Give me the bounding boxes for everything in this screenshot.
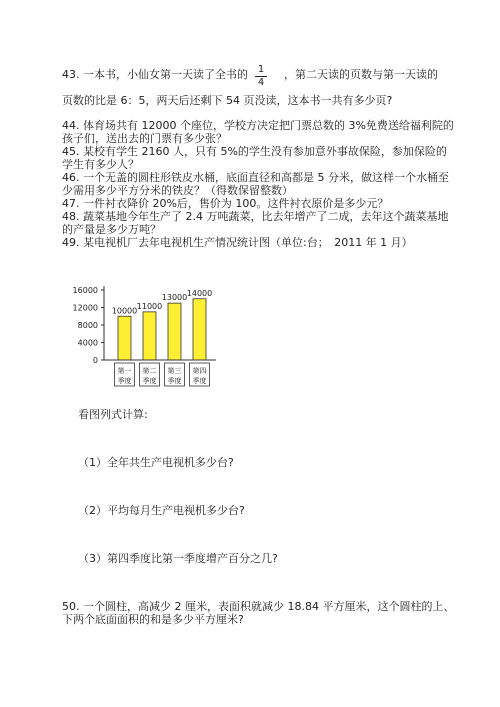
problem-45-line-2: 学生有多少人？ xyxy=(62,158,139,171)
bar-value-label: 13000 xyxy=(161,293,188,303)
y-axis xyxy=(73,286,104,365)
category-label: 第一 xyxy=(117,367,132,375)
problem-43-text-a: 43. 一本书，小仙女第一天读了全书的 xyxy=(62,68,248,81)
category-label: 第二 xyxy=(142,367,157,375)
y-tick-label: 4000 xyxy=(77,338,98,348)
category-label: 季度 xyxy=(142,377,157,385)
bar-value-label: 11000 xyxy=(136,301,163,311)
y-tick-label: 0 xyxy=(92,356,98,365)
category-label: 季度 xyxy=(117,377,132,385)
tv-production-bar-chart xyxy=(60,272,230,390)
problem-49-line: 49. 某电视机厂去年电视机生产情况统计图（单位:台； 2011 年 1 月） xyxy=(62,236,413,249)
category-label: 季度 xyxy=(192,377,207,385)
bar-value-label: 14000 xyxy=(186,288,213,298)
category-label: 第四 xyxy=(192,367,207,375)
problem-50-line-1: 50. 一个圆柱，高减少 2 厘米，表面积就减少 18.84 平方厘米，这个圆柱的上、 xyxy=(62,600,455,613)
problem-44-line-1: 44. 体育场共有 12000 个座位，学校方决定把门票总数的 3%免费送给福利院的 xyxy=(62,119,454,132)
bar xyxy=(143,312,156,360)
category-label: 季度 xyxy=(167,377,182,385)
question-1: （1）全年共生产电视机多少台? xyxy=(78,456,234,469)
fraction-numerator: 1 xyxy=(255,64,267,77)
fraction-denominator: 4 xyxy=(257,77,265,88)
problem-46-line-2: 少需用多少平方分米的铁皮？（得数保留整数） xyxy=(62,184,293,197)
problem-46-line-1: 46. 一个无盖的圆柱形铁皮水桶，底面直径和高都是 5 分米，做这样一个水桶至 xyxy=(62,171,449,184)
problem-45-line-1: 45. 某校有学生 2160 人，只有 5%的学生没有参加意外事故保险，参加保险的 xyxy=(62,145,447,158)
bar xyxy=(118,316,131,360)
problem-43-text-b: ，第二天读的页数与第一天读的 xyxy=(284,68,438,81)
y-tick-label: 8000 xyxy=(77,321,98,330)
problem-47-line: 47. 一件衬衣降价 20%后，售价为 100。这件衬衣原价是多少元？ xyxy=(62,197,389,210)
problem-50-line-2: 下两个底面面积的和是多少平方厘米? xyxy=(62,613,244,626)
bar xyxy=(193,299,206,360)
problem-44-line-2: 孩子们，送出去的门票有多少张？ xyxy=(62,132,227,145)
bar xyxy=(168,303,181,360)
question-3: （3）第四季度比第一季度增产百分之几? xyxy=(78,552,278,565)
x-axis xyxy=(104,360,216,386)
problem-43-text-c: 页数的比是 6：5，两天后还剩下 54 页没读，这本书一共有多少页? xyxy=(62,94,393,107)
calc-prompt: 看图列式计算: xyxy=(78,408,148,421)
bar-value-label: 10000 xyxy=(111,306,138,316)
fraction-one-quarter xyxy=(255,64,267,89)
y-tick-label: 12000 xyxy=(72,303,98,313)
problem-48-line-2: 的产量是多少万吨？ xyxy=(62,223,161,236)
question-2: （2）平均每月生产电视机多少台? xyxy=(78,504,245,517)
category-label: 第三 xyxy=(167,367,182,375)
y-tick-label: 16000 xyxy=(72,286,98,295)
problem-48-line-1: 48. 蔬菜基地今年生产了 2.4 万吨蔬菜，比去年增产了二成，去年这个蔬菜基地 xyxy=(62,210,449,223)
